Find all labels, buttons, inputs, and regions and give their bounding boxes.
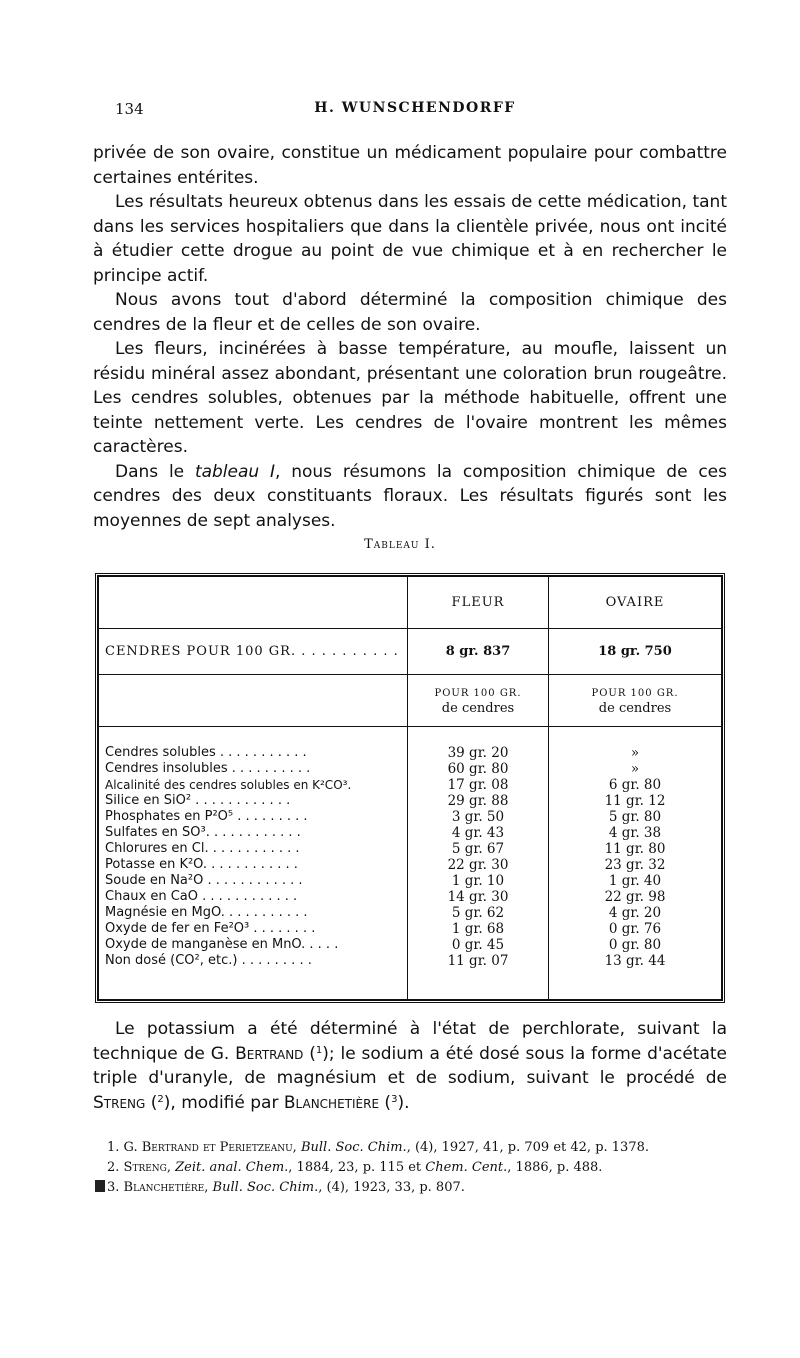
table-cell-ovaire: 5 gr. 80 <box>608 809 662 825</box>
table-cell-fleur: 1 gr. 10 <box>451 873 505 889</box>
page-header <box>115 100 715 124</box>
table-row-label: Potasse en K²O. . . . . . . . . . . . <box>105 857 298 872</box>
column-header-ovaire: OVAIRE <box>549 577 722 629</box>
table-cell-fleur: 60 gr. 80 <box>447 761 509 777</box>
table-row-label: Oxyde de manganèse en MnO. . . . . <box>105 937 339 952</box>
table-title: Tableau I. <box>364 537 436 552</box>
unit-fleur: POUR 100 GR. de cendres <box>408 675 549 727</box>
paragraph-1: privée de son ovaire, constitue un médicament populaire pour combattre certaines entérites. <box>93 143 727 188</box>
fleur-values <box>408 727 549 1000</box>
table-cell-fleur: 1 gr. 68 <box>451 921 505 937</box>
footnote-3: 3. Blanchetière, Bull. Soc. Chim., (4), 1923, 33, p. 807. <box>95 1178 727 1198</box>
table-row-label: Chlorures en Cl. . . . . . . . . . . . <box>105 841 300 856</box>
author-streng: Streng <box>93 1092 146 1113</box>
footnote-1: 1. G. Bertrand et Perietzeanu, Bull. Soc. Chim., (4), 1927, 41, p. 709 et 42, p. 1378. <box>107 1140 649 1155</box>
total-ash-label: CENDRES POUR 100 GR. . . . . . . . . . . <box>99 629 408 675</box>
table-row-label: Cendres solubles . . . . . . . . . . . <box>105 745 307 760</box>
table-cell-fleur: 4 gr. 43 <box>451 825 505 841</box>
table-cell-ovaire: 0 gr. 80 <box>608 937 662 953</box>
table-cell-fleur: 0 gr. 45 <box>451 937 505 953</box>
table-row-label: Chaux en CaO . . . . . . . . . . . . <box>105 889 298 904</box>
author-bertrand: Bertrand <box>235 1043 304 1064</box>
table-cell-ovaire: 11 gr. 12 <box>604 793 666 809</box>
table-cell-ovaire: 23 gr. 32 <box>604 857 666 873</box>
total-ash-fleur: 8 gr. 837 <box>408 629 549 675</box>
footnote-2: 2. Streng, Zeit. anal. Chem., 1884, 23, p. 115 et Chem. Cent., 1886, p. 488. <box>107 1160 603 1175</box>
body-text-bottom <box>93 1017 727 1115</box>
table-row-label: Soude en Na²O . . . . . . . . . . . . <box>105 873 303 888</box>
table-cell-fleur: 3 gr. 50 <box>451 809 505 825</box>
table-cell-ovaire: » <box>630 745 640 761</box>
table-cell-fleur: 5 gr. 62 <box>451 905 505 921</box>
table-row-label: Alcalinité des cendres solubles en K²CO³. <box>105 778 352 792</box>
composition-table <box>95 573 725 1003</box>
table-cell-ovaire: 4 gr. 38 <box>608 825 662 841</box>
page-number: 134 <box>115 100 144 118</box>
table-cell-fleur: 5 gr. 67 <box>451 841 505 857</box>
table-cell-ovaire: » <box>630 761 640 777</box>
table-cell-fleur: 14 gr. 30 <box>447 889 509 905</box>
table-cell-fleur: 29 gr. 88 <box>447 793 509 809</box>
footnote-ref-1: 1 <box>315 1044 323 1056</box>
table-reference: tableau I <box>194 461 276 482</box>
paragraph-4: Les fleurs, incinérées à basse température, au moufle, laissent un résidu minéral assez abondant, présentant une coloration brun rougeâtre. Les cendres solubles, obtenues par la méthode habituelle, offrent une teinte nettement verte. Les cendres de l'ovaire montrent les mêmes caractères. <box>93 339 727 457</box>
table-corner-cell <box>99 577 408 629</box>
table-row-label: Non dosé (CO², etc.) . . . . . . . . . <box>105 953 312 968</box>
running-head: H. WUNSCHENDORFF <box>314 100 516 116</box>
footnote-ref-2: 2 <box>157 1093 164 1105</box>
table-row-label: Oxyde de fer en Fe²O³ . . . . . . . . <box>105 921 316 936</box>
table-row-label: Cendres insolubles . . . . . . . . . . <box>105 761 311 776</box>
table-cell-ovaire: 11 gr. 80 <box>604 841 666 857</box>
table-row-label: Magnésie en MgO. . . . . . . . . . . <box>105 905 308 920</box>
paragraph-3: Nous avons tout d'abord déterminé la composition chimique des cendres de la fleur et de celles de son ovaire. <box>93 290 727 335</box>
ovaire-values <box>549 727 722 1000</box>
unit-row-label <box>99 675 408 727</box>
table-cell-ovaire: 0 gr. 76 <box>608 921 662 937</box>
table-cell-ovaire: 6 gr. 80 <box>608 777 662 793</box>
paragraph-2: Les résultats heureux obtenus dans les essais de cette médication, tant dans les services hospitaliers que dans la clientèle privée, nous ont incité à étudier cette drogue au point de vue chimique et à en rechercher le principe actif. <box>93 192 727 286</box>
table-cell-fleur: 39 gr. 20 <box>447 745 509 761</box>
column-header-fleur: FLEUR <box>408 577 549 629</box>
unit-ovaire: POUR 100 GR. de cendres <box>549 675 722 727</box>
table-cell-ovaire: 13 gr. 44 <box>604 953 666 969</box>
margin-mark-icon <box>95 1180 105 1192</box>
footnotes <box>107 1138 727 1198</box>
row-labels <box>99 727 408 1000</box>
paragraph-5: Dans le tableau I, nous résumons la composition chimique de ces cendres des deux constituants floraux. Les résultats figurés sont les moyennes de sept analyses. <box>93 461 727 531</box>
table-cell-fleur: 22 gr. 30 <box>447 857 509 873</box>
table-cell-fleur: 17 gr. 08 <box>447 777 509 793</box>
footnote-ref-3: 3 <box>391 1093 398 1105</box>
table-cell-ovaire: 4 gr. 20 <box>608 905 662 921</box>
table-cell-ovaire: 1 gr. 40 <box>608 873 662 889</box>
table-cell-fleur: 11 gr. 07 <box>447 953 509 969</box>
table-row-label: Phosphates en P²O⁵ . . . . . . . . . <box>105 809 308 824</box>
table-row-label: Sulfates en SO³. . . . . . . . . . . . <box>105 825 301 840</box>
table-cell-ovaire: 22 gr. 98 <box>604 889 666 905</box>
paragraph-6: Le potassium a été déterminé à l'état de perchlorate, suivant la technique de G. Bertrand ($^1$); le sodium a été dosé sous la forme d'acétate triple d'uranyle, de magnésium et de sodium, suivant le procédé de Streng ($^2$), modifié par Blanchetière ($^3$). <box>93 1019 727 1113</box>
total-ash-ovaire: 18 gr. 750 <box>549 629 722 675</box>
author-blanchetiere: Blanchetière <box>283 1092 380 1113</box>
body-text-top <box>93 141 727 533</box>
table-row-label: Silice en SiO² . . . . . . . . . . . . <box>105 793 291 808</box>
